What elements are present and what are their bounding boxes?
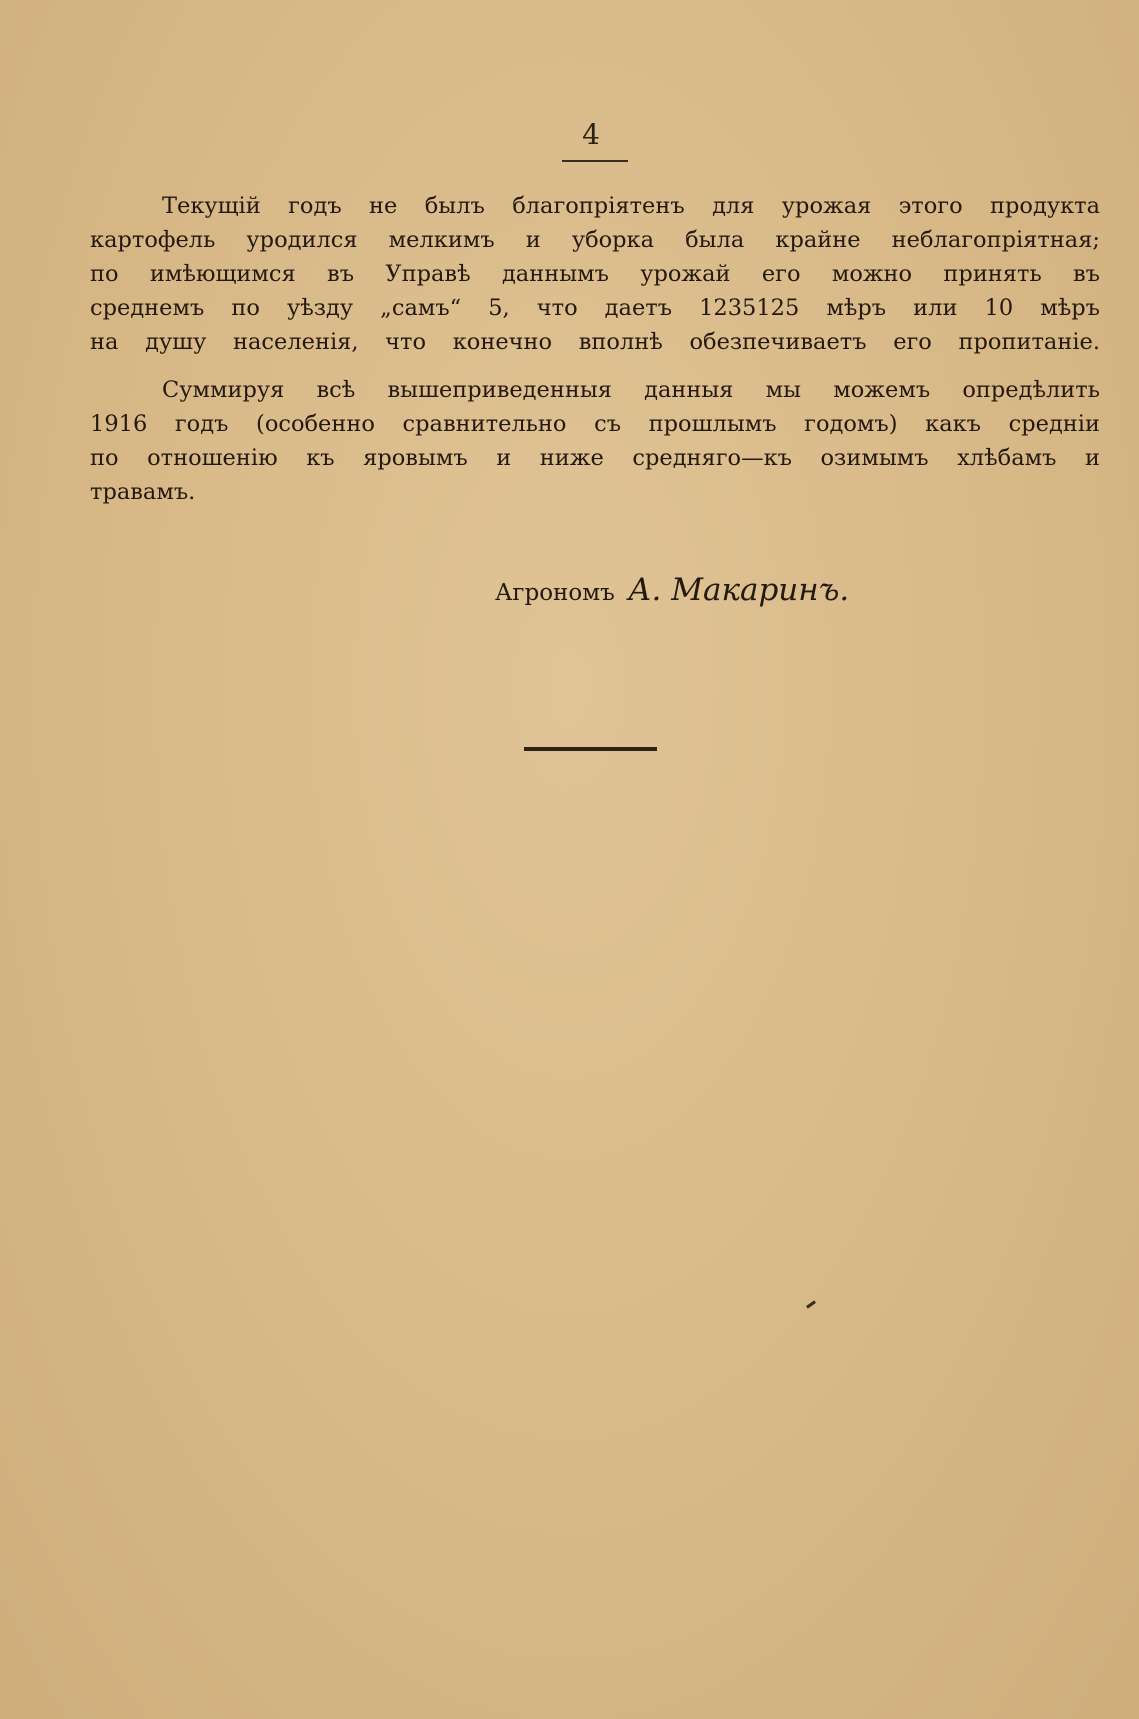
text-line: среднемъ по уѣзду „самъ“ 5, что даетъ 1235125 мѣръ или 10 мѣръ <box>90 295 1100 321</box>
text-line: Суммируя всѣ вышеприведенныя данныя мы можемъ опредѣлить <box>162 377 1100 403</box>
text-line: по имѣющимся въ Управѣ даннымъ урожай его можно принять въ <box>90 261 1100 287</box>
end-rule <box>524 747 657 751</box>
text-line: 1916 годъ (особенно сравнительно съ прошлымъ годомъ) какъ средніи <box>90 411 1100 437</box>
signature-block <box>495 572 849 608</box>
page-number: 4 <box>582 118 600 151</box>
text-line: Текущій годъ не былъ благопріятенъ для урожая этого продукта <box>162 193 1100 219</box>
signature-title: Агрономъ <box>495 580 615 606</box>
paragraph-summary <box>90 373 1100 509</box>
ink-speck <box>806 1300 816 1308</box>
text-line: на душу населенія, что конечно вполнѣ обезпечиваетъ его пропитаніе. <box>90 329 1100 355</box>
signature-name: А. Макаринъ. <box>628 572 850 608</box>
page-number-rule <box>562 160 628 162</box>
text-line: картофель уродился мелкимъ и уборка была крайне неблагопріятная; <box>90 227 1100 253</box>
paragraph-potato-harvest <box>90 189 1100 359</box>
text-line: по отношенію къ яровымъ и ниже средняго—къ озимымъ хлѣбамъ и <box>90 445 1100 471</box>
text-line: травамъ. <box>90 479 196 505</box>
